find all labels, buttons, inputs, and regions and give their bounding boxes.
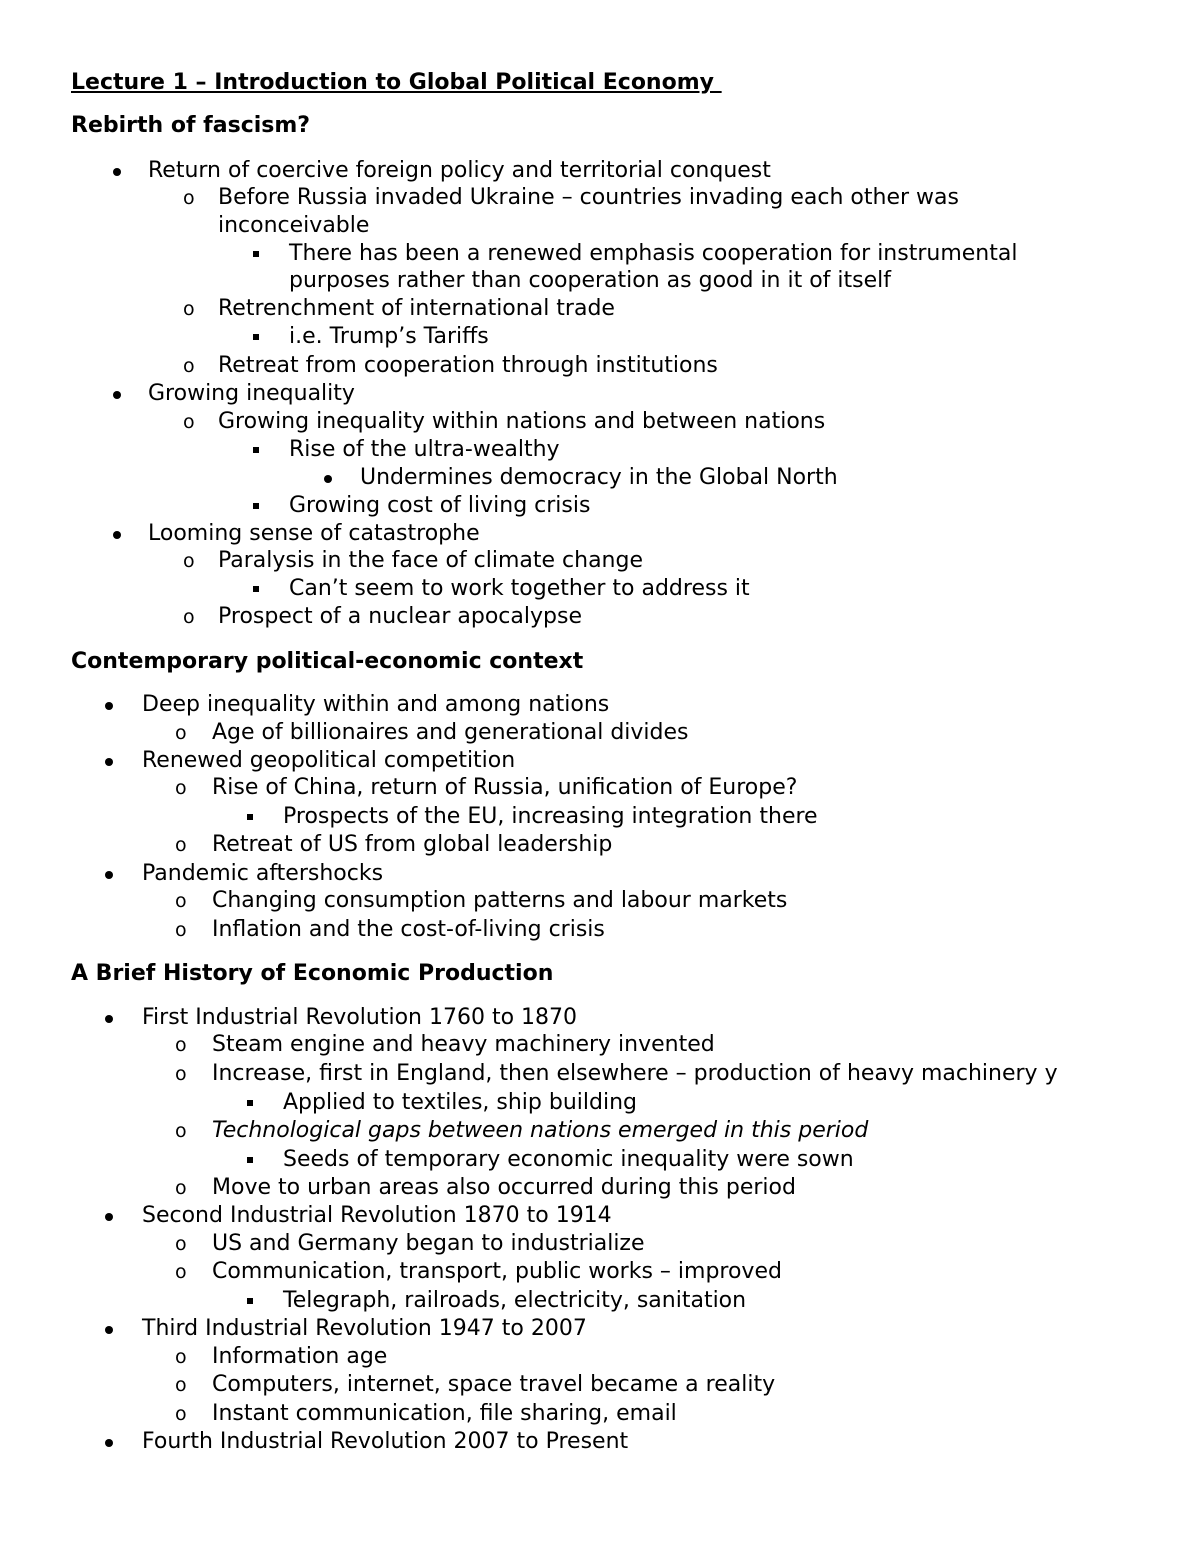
circle-bullet-icon: o — [175, 1063, 187, 1085]
list-item-text: Undermines democracy in the Global North — [360, 465, 838, 490]
list-item-text: Applied to textiles, ship building — [283, 1090, 637, 1115]
list-item-text: Computers, internet, space travel became a reality — [212, 1372, 776, 1397]
list-item-text: Fourth Industrial Revolution 2007 to Present — [142, 1429, 629, 1454]
bullet-icon — [324, 464, 332, 483]
circle-bullet-icon: o — [183, 411, 195, 433]
square-bullet-icon — [253, 492, 259, 509]
bullet-icon — [105, 691, 113, 710]
list-item-text: Inflation and the cost-of-living crisis — [212, 917, 605, 942]
list-item-text: Retrenchment of international trade — [218, 296, 615, 321]
circle-bullet-icon: o — [175, 1034, 187, 1056]
list-item-text: Age of billionaires and generational divides — [212, 720, 689, 745]
bullet-icon — [105, 1428, 113, 1447]
bullet-icon — [105, 1202, 113, 1221]
list-item-text: Move to urban areas also occurred during this period — [212, 1175, 796, 1200]
square-bullet-icon — [253, 575, 259, 592]
circle-bullet-icon: o — [175, 919, 187, 941]
bullet-icon — [113, 520, 121, 539]
list-item-continuation: inconceivable — [218, 213, 370, 238]
list-item-text: Before Russia invaded Ukraine – countries invading each other was — [218, 185, 959, 210]
list-item-text: Growing cost of living crisis — [289, 493, 591, 518]
list-item-text: Looming sense of catastrophe — [148, 521, 480, 546]
list-item-text: Growing inequality — [148, 381, 355, 406]
list-item-text: First Industrial Revolution 1760 to 1870 — [142, 1005, 578, 1030]
list-item-continuation: purposes rather than cooperation as good in it of itself — [289, 268, 892, 293]
circle-bullet-icon: o — [175, 1120, 187, 1142]
list-item-text: Return of coercive foreign policy and territorial conquest — [148, 158, 771, 183]
list-item-text: Communication, transport, public works – improved — [212, 1259, 782, 1284]
list-item-text: Increase, first in England, then elsewhere – production of heavy machinery y — [212, 1061, 1058, 1086]
list-item-text: Renewed geopolitical competition — [142, 748, 516, 773]
list-item-text: There has been a renewed emphasis cooperation for instrumental — [289, 241, 1018, 266]
page-title: Lecture 1 – Introduction to Global Political Economy — [71, 70, 722, 95]
bullet-icon — [113, 380, 121, 399]
circle-bullet-icon: o — [175, 1403, 187, 1425]
circle-bullet-icon: o — [175, 1233, 187, 1255]
bullet-icon — [105, 1315, 113, 1334]
square-bullet-icon — [253, 436, 259, 453]
circle-bullet-icon: o — [175, 1177, 187, 1199]
circle-bullet-icon: o — [183, 606, 195, 628]
list-item-text: Retreat from cooperation through institutions — [218, 353, 718, 378]
circle-bullet-icon: o — [175, 1261, 187, 1283]
circle-bullet-icon: o — [175, 834, 187, 856]
circle-bullet-icon: o — [183, 550, 195, 572]
square-bullet-icon — [253, 323, 259, 340]
square-bullet-icon — [247, 1089, 253, 1106]
list-item-text: Changing consumption patterns and labour markets — [212, 888, 788, 913]
list-item-text: i.e. Trump’s Tariffs — [289, 324, 489, 349]
bullet-icon — [105, 860, 113, 879]
list-item-text: Steam engine and heavy machinery invented — [212, 1032, 715, 1057]
square-bullet-icon — [247, 1287, 253, 1304]
list-item-text: Rise of the ultra-wealthy — [289, 437, 560, 462]
list-item-text: Telegraph, railroads, electricity, sanitation — [283, 1288, 747, 1313]
circle-bullet-icon: o — [175, 1346, 187, 1368]
circle-bullet-icon: o — [183, 187, 195, 209]
section-heading: Rebirth of fascism? — [71, 113, 311, 138]
section-heading: Contemporary political-economic context — [71, 649, 584, 674]
list-item-text: Rise of China, return of Russia, unification of Europe? — [212, 775, 798, 800]
list-item-text: Growing inequality within nations and between nations — [218, 409, 826, 434]
list-item-text: Paralysis in the face of climate change — [218, 548, 643, 573]
list-item-text: Prospects of the EU, increasing integration there — [283, 804, 818, 829]
circle-bullet-icon: o — [183, 298, 195, 320]
list-item-text: Can’t seem to work together to address it — [289, 576, 750, 601]
circle-bullet-icon: o — [175, 722, 187, 744]
list-item-text: Prospect of a nuclear apocalypse — [218, 604, 582, 629]
list-item-text: Information age — [212, 1344, 388, 1369]
bullet-icon — [105, 747, 113, 766]
section-heading: A Brief History of Economic Production — [71, 961, 554, 986]
list-item-text: US and Germany began to industrialize — [212, 1231, 645, 1256]
circle-bullet-icon: o — [175, 890, 187, 912]
list-item-text: Deep inequality within and among nations — [142, 692, 610, 717]
square-bullet-icon — [247, 803, 253, 820]
list-item-text: Pandemic aftershocks — [142, 861, 384, 886]
bullet-icon — [113, 157, 121, 176]
list-item-text: Seeds of temporary economic inequality were sown — [283, 1147, 854, 1172]
list-item-text: Technological gaps between nations emerged in this period — [212, 1118, 869, 1143]
list-item-text: Instant communication, file sharing, email — [212, 1401, 677, 1426]
circle-bullet-icon: o — [175, 1374, 187, 1396]
list-item-text: Third Industrial Revolution 1947 to 2007 — [142, 1316, 587, 1341]
list-item-text: Retreat of US from global leadership — [212, 832, 613, 857]
circle-bullet-icon: o — [183, 355, 195, 377]
bullet-icon — [105, 1004, 113, 1023]
circle-bullet-icon: o — [175, 777, 187, 799]
square-bullet-icon — [253, 240, 259, 257]
list-item-text: Second Industrial Revolution 1870 to 1914 — [142, 1203, 612, 1228]
square-bullet-icon — [247, 1146, 253, 1163]
